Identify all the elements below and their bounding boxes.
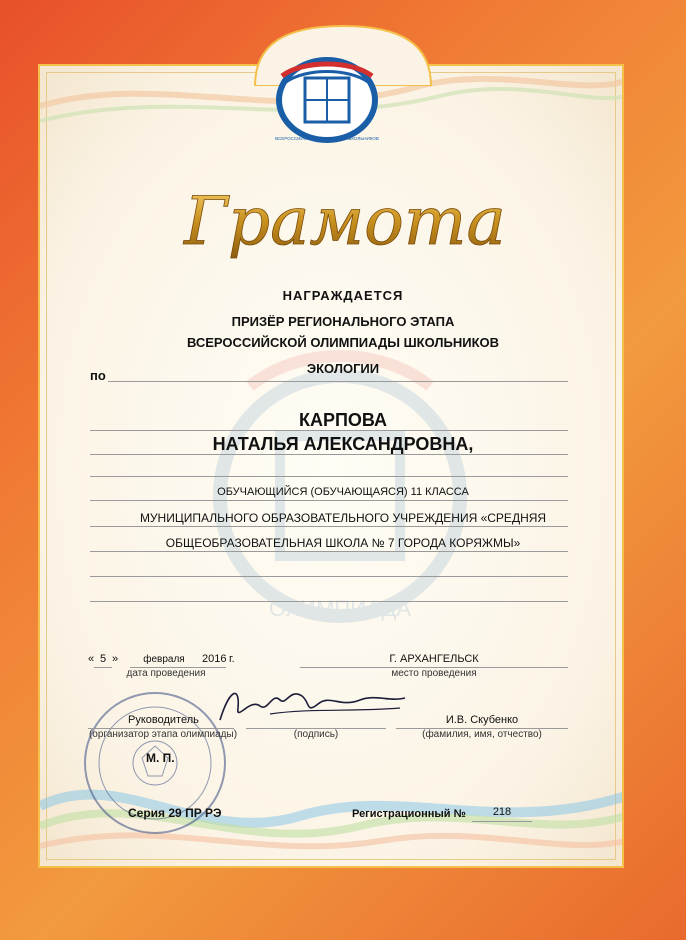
subject-line xyxy=(108,381,568,382)
details-underline-1 xyxy=(90,500,568,501)
date-year: 2016 xyxy=(202,653,227,665)
place-value: Г. АРХАНГЕЛЬСК xyxy=(389,653,479,665)
recipient-line-1 xyxy=(90,430,568,431)
title-text: Грамота xyxy=(184,183,506,260)
details-line-1: ОБУЧАЮЩИЙСЯ (ОБУЧАЮЩАЯСЯ) 11 КЛАССА xyxy=(217,486,469,498)
head-name-caption: (фамилия, имя, отчество) xyxy=(422,729,542,740)
place-caption: место проведения xyxy=(391,668,477,679)
recipient-name: НАТАЛЬЯ АЛЕКСАНДРОВНА, xyxy=(212,434,474,454)
date-quote-close: » xyxy=(112,653,119,665)
blank-line xyxy=(90,476,568,477)
date-month: февраля xyxy=(143,654,185,665)
mp-label: М. П. xyxy=(146,751,175,765)
details-underline-2 xyxy=(90,526,568,527)
details-underline-3 xyxy=(90,551,568,552)
head-name: И.В. Скубенко xyxy=(445,714,519,726)
blank-line-3 xyxy=(90,601,568,602)
series: Серия 29 ПР РЭ xyxy=(128,806,222,820)
reg-line xyxy=(472,821,532,822)
award-line-2: ПРИЗЁР РЕГИОНАЛЬНОГО ЭТАПА xyxy=(231,314,455,329)
date-quote-open: « xyxy=(88,653,95,665)
olympiad-emblem xyxy=(272,56,382,144)
recipient-surname: КАРПОВА xyxy=(298,410,388,430)
details-line-2: МУНИЦИПАЛЬНОГО ОБРАЗОВАТЕЛЬНОГО УЧРЕЖДЕНИЯ «СРЕДНЯЯ xyxy=(139,511,547,525)
signature xyxy=(210,678,410,728)
date-day: 5 xyxy=(99,653,107,665)
blank-line-2 xyxy=(90,576,568,577)
head-caption: (организатор этапа олимпиады) xyxy=(88,729,238,740)
award-line-3: ВСЕРОССИЙСКОЙ ОЛИМПИАДЫ ШКОЛЬНИКОВ xyxy=(186,335,500,350)
details-line-3: ОБЩЕОБРАЗОВАТЕЛЬНАЯ ШКОЛА № 7 ГОРОДА КОРЯЖМЫ» xyxy=(165,536,521,550)
date-day-line xyxy=(94,667,112,668)
title-gramota xyxy=(150,176,540,266)
emblem-arc-text: ВСЕРОССИЙСКАЯ ОЛИМПИАДА ШКОЛЬНИКОВ xyxy=(275,136,379,141)
head-label: Руководитель xyxy=(128,714,199,726)
reg-number: 218 xyxy=(492,806,512,818)
reg-label: Регистрационный № xyxy=(352,808,466,820)
po-label: по xyxy=(90,368,106,383)
recipient-line-2 xyxy=(90,454,568,455)
date-suffix: г. xyxy=(229,653,235,665)
subject: ЭКОЛОГИИ xyxy=(306,361,380,376)
signature-caption: (подпись) xyxy=(293,729,339,740)
award-line-1: НАГРАЖДАЕТСЯ xyxy=(282,288,404,303)
watermark-text: ОЛИМПИАДА xyxy=(268,596,412,621)
date-caption: дата проведения xyxy=(126,668,206,679)
